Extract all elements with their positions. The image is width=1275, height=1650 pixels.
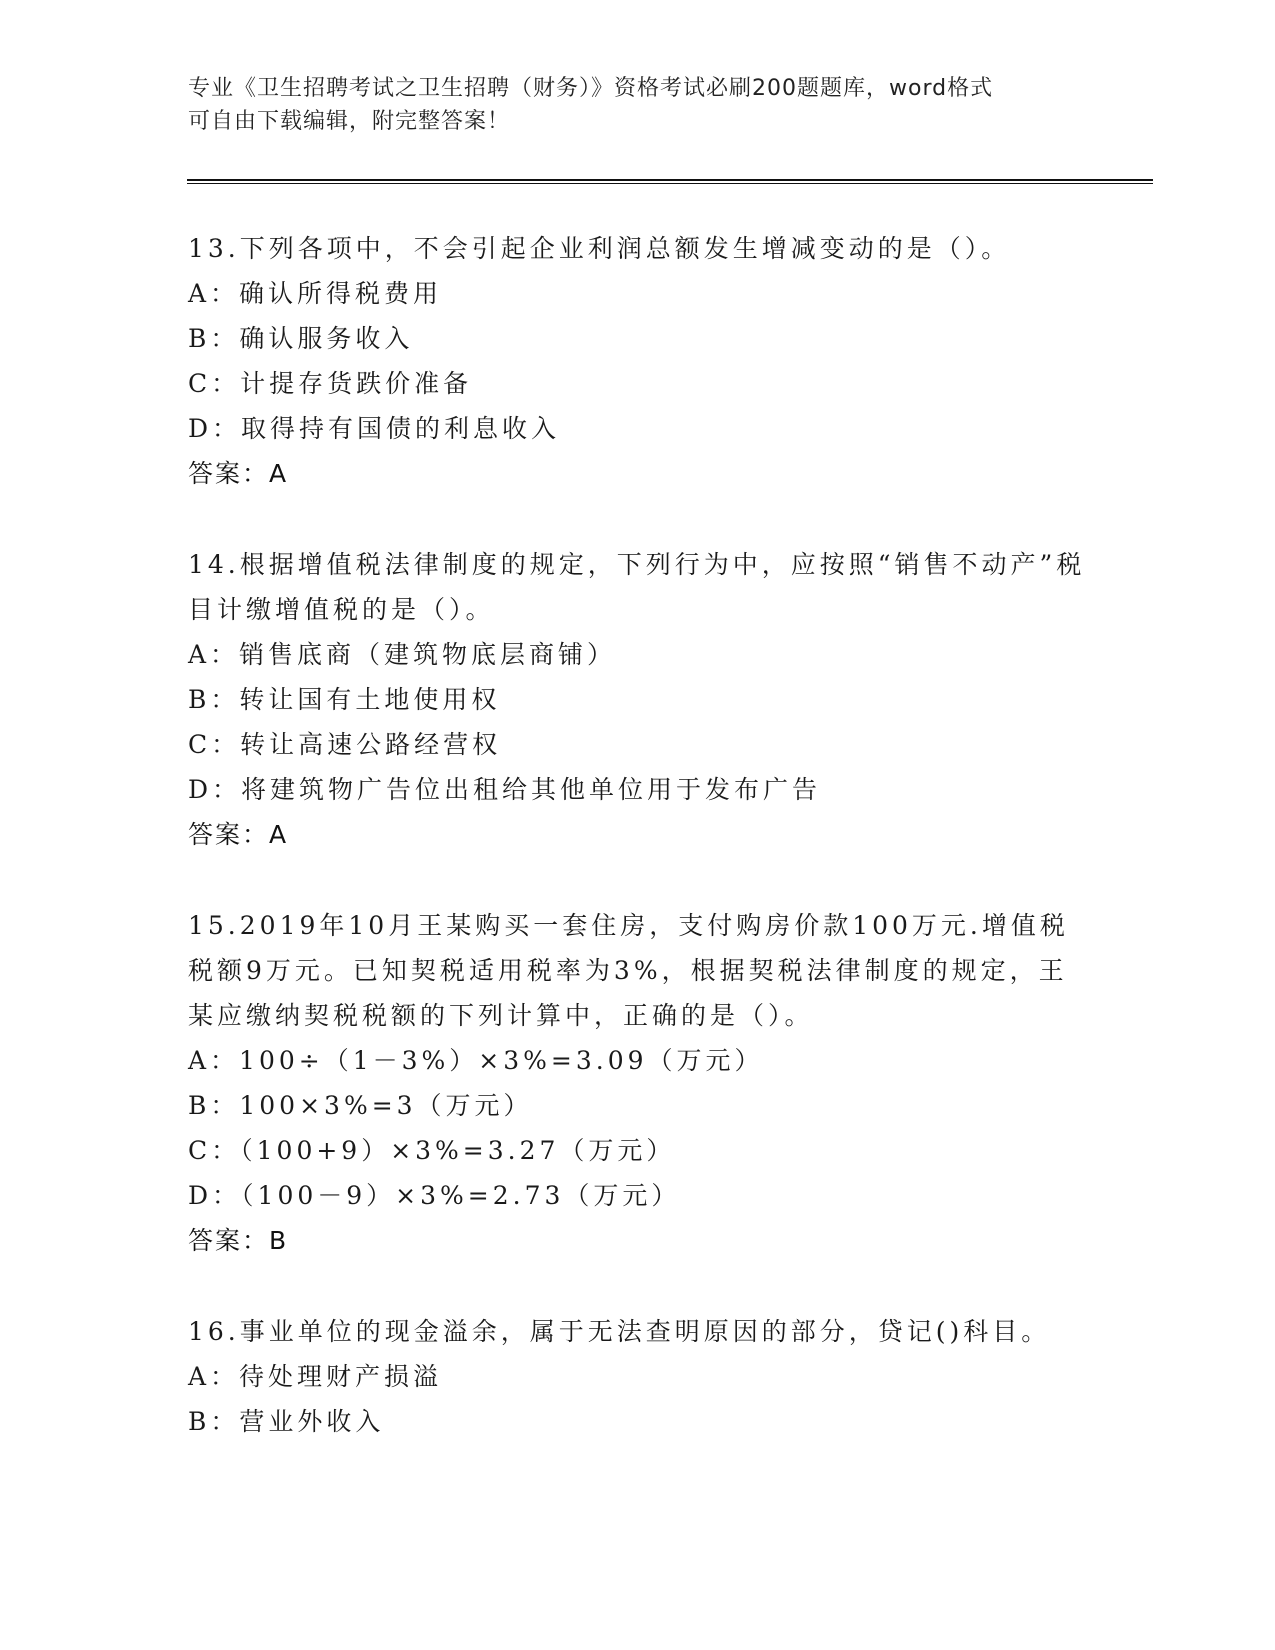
option-c: C：（100+9）×3%=3.27（万元） xyxy=(188,1136,676,1165)
option-d: D：（100－9）×3%=2.73（万元） xyxy=(188,1181,681,1210)
header-line-2: 可自由下载编辑，附完整答案！ xyxy=(188,109,511,134)
option-a: A：100÷（1－3%）×3%=3.09（万元） xyxy=(188,1046,764,1075)
option-c: C：计提存货跌价准备 xyxy=(188,369,473,398)
question-14 xyxy=(188,542,1088,857)
header-divider-thick xyxy=(187,179,1153,181)
option-a: A：确认所得税费用 xyxy=(188,279,443,308)
option-b: B：100×3%=3（万元） xyxy=(188,1091,533,1120)
question-text: 13.下列各项中，不会引起企业利润总额发生增减变动的是（）。 xyxy=(188,234,1011,263)
option-b: B：转让国有土地使用权 xyxy=(188,685,501,714)
question-15 xyxy=(188,903,1088,1263)
option-c: C：转让高速公路经营权 xyxy=(188,730,502,759)
question-text: 14.根据增值税法律制度的规定，下列行为中，应按照“销售不动产”税目计缴增值税的是（）。 xyxy=(188,550,1086,624)
option-d: D：取得持有国债的利息收入 xyxy=(188,414,561,443)
header-line-1: 专业《卫生招聘考试之卫生招聘（财务）》资格考试必刷200题题库，word格式 xyxy=(188,76,994,101)
question-text: 16.事业单位的现金溢余，属于无法查明原因的部分，贷记()科目。 xyxy=(188,1317,1051,1346)
option-a: A：销售底商（建筑物底层商铺） xyxy=(188,640,617,669)
option-a: A：待处理财产损溢 xyxy=(188,1362,443,1391)
answer: 答案：A xyxy=(188,820,289,849)
answer: 答案：A xyxy=(188,459,289,488)
option-d: D：将建筑物广告位出租给其他单位用于发布广告 xyxy=(188,775,822,804)
question-list xyxy=(188,226,1088,1490)
option-b: B：确认服务收入 xyxy=(188,324,414,353)
header-divider-thin xyxy=(187,183,1153,184)
answer: 答案：B xyxy=(188,1226,289,1255)
option-b: B：营业外收入 xyxy=(188,1407,385,1436)
question-16 xyxy=(188,1309,1088,1444)
document-header xyxy=(188,72,1088,138)
question-13 xyxy=(188,226,1088,496)
question-text: 15.2019年10月王某购买一套住房，支付购房价款100万元.增值税税额9万元。已知契税适用税率为3%，根据契税法律制度的规定，王某应缴纳契税税额的下列计算中，正确的是（）。 xyxy=(188,911,1069,1030)
